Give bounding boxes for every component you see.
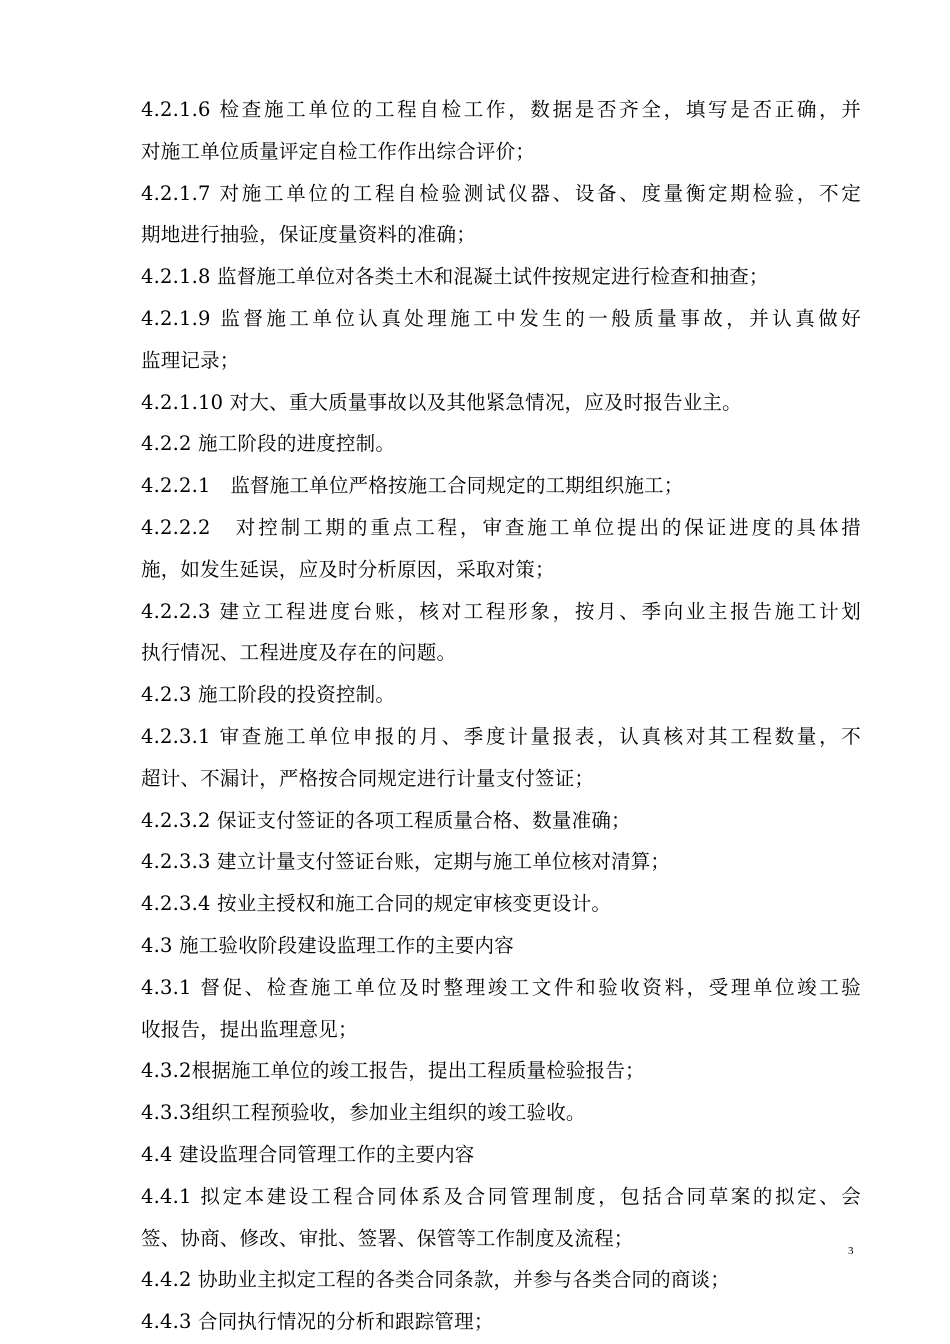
- text-line: 4.3.3组织工程预验收，参加业主组织的竣工验收。: [141, 1101, 586, 1125]
- text-line: 施，如发生延误，应及时分析原因，采取对策；: [141, 557, 555, 581]
- text-line: 4.2.3.4 按业主授权和施工合同的规定审核变更设计。: [141, 892, 612, 916]
- text-line: 4.4.2 协助业主拟定工程的各类合同条款，并参与各类合同的商谈；: [141, 1268, 730, 1292]
- text-line: 4.2.1.10 对大、重大质量事故以及其他紧急情况，应及时报告业主。: [141, 390, 742, 414]
- text-line: 监理记录；: [141, 348, 240, 372]
- text-line: 4.4.3 合同执行情况的分析和跟踪管理；: [141, 1310, 494, 1334]
- section-heading: 4.4 建设监理合同管理工作的主要内容: [141, 1142, 475, 1166]
- text-line: 4.3.2根据施工单位的竣工报告，提出工程质量检验报告；: [141, 1059, 645, 1083]
- text-line: 4.2.2.2 对控制工期的重点工程，审查施工单位提出的保证进度的具体措: [141, 515, 861, 539]
- text-line: 4.2.1.7 对施工单位的工程自检验测试仪器、设备、度量衡定期检验，不定: [141, 181, 861, 205]
- text-line: 4.4.1 拟定本建设工程合同体系及合同管理制度，包括合同草案的拟定、会: [141, 1184, 861, 1208]
- text-line: 期地进行抽验，保证度量资料的准确；: [141, 223, 476, 247]
- text-line: 4.2.3.2 保证支付签证的各项工程质量合格、数量准确；: [141, 808, 631, 832]
- text-line: 4.2.2.3 建立工程进度台账，核对工程形象，按月、季向业主报告施工计划: [141, 599, 861, 623]
- text-line: 对施工单位质量评定自检工作作出综合评价；: [141, 139, 536, 163]
- text-line: 4.2.2.1 监督施工单位严格按施工合同规定的工期组织施工；: [141, 474, 684, 498]
- text-line: 4.2.3.1 审查施工单位申报的月、季度计量报表，认真核对其工程数量，不: [141, 724, 861, 748]
- text-line: 4.2.1.9 监督施工单位认真处理施工中发生的一般质量事故，并认真做好: [141, 306, 861, 330]
- document-body: [141, 89, 861, 1343]
- text-line: 4.3.1 督促、检查施工单位及时整理竣工文件和验收资料，受理单位竣工验: [141, 975, 861, 999]
- section-heading: 4.2.3 施工阶段的投资控制。: [141, 683, 396, 707]
- text-line: 超计、不漏计，严格按合同规定进行计量支付签证；: [141, 766, 595, 790]
- text-line: 收报告，提出监理意见；: [141, 1017, 358, 1041]
- text-line: 执行情况、工程进度及存在的问题。: [141, 641, 457, 665]
- section-heading: 4.3 施工验收阶段建设监理工作的主要内容: [141, 933, 514, 957]
- section-heading: 4.2.2 施工阶段的进度控制。: [141, 432, 396, 456]
- text-line: 签、协商、修改、审批、签署、保管等工作制度及流程；: [141, 1226, 634, 1250]
- text-line: 4.2.1.8 监督施工单位对各类土木和混凝土试件按规定进行检查和抽查；: [141, 265, 769, 289]
- text-line: 4.2.3.3 建立计量支付签证台账，定期与施工单位核对清算；: [141, 850, 671, 874]
- text-line: 4.2.1.6 检查施工单位的工程自检工作，数据是否齐全，填写是否正确，并: [141, 98, 861, 121]
- page-number: 3: [848, 1245, 854, 1257]
